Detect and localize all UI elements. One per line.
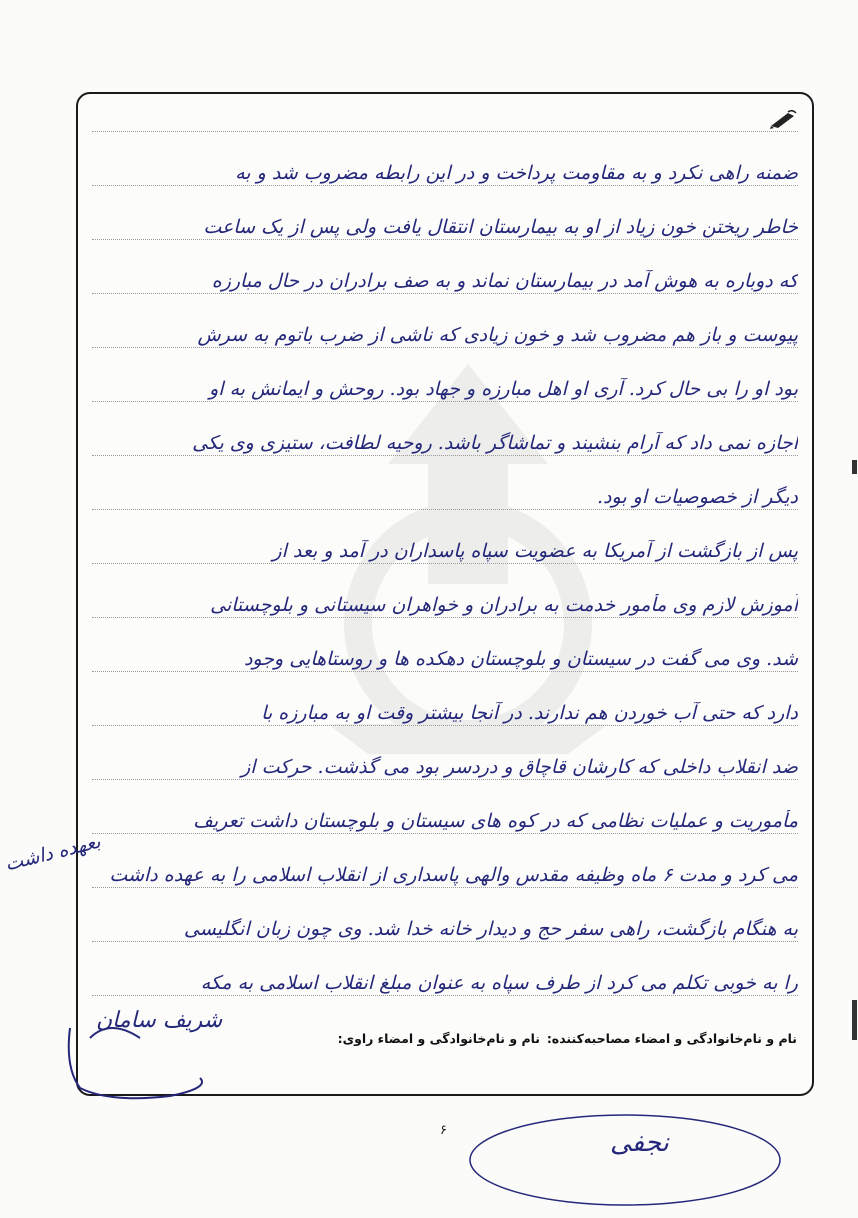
ruled-line	[92, 455, 798, 456]
interviewer-signature-text: نجفی	[610, 1128, 669, 1158]
handwritten-line: دیگر از خصوصیات او بود.	[597, 486, 798, 508]
handwritten-line: ضد انقلاب داخلی که کارشان قاچاق و دردسر بود می گذشت. حرکت از	[241, 756, 798, 778]
handwritten-line: به هنگام بازگشت، راهی سفر حج و دیدار خانه خدا شد. وی چون زبان انگلیسی	[183, 918, 798, 940]
ruled-line	[92, 239, 798, 240]
ruled-line	[92, 347, 798, 348]
edge-mark	[852, 460, 857, 474]
ruled-line	[92, 617, 798, 618]
handwritten-line: پیوست و باز هم مضروب شد و خون زیادی که ناشی از ضرب باتوم به سرش	[197, 324, 798, 346]
ruled-line	[92, 995, 798, 996]
margin-note: بعهده داشت	[2, 830, 103, 876]
handwritten-line: بود او را بی حال کرد. آری او اهل مبارزه و جهاد بود. روحش و ایمانش به او	[209, 378, 798, 400]
handwritten-line: مأموریت و عملیات نظامی که در کوه های سیستان و بلوچستان داشت تعریف	[193, 810, 798, 832]
handwritten-line: می کرد و مدت ۶ ماه وظیفه مقدس والهی پاسداری از انقلاب اسلامی را به عهده داشت	[109, 864, 798, 886]
pen-icon	[768, 108, 798, 130]
handwritten-line: ضمنه راهی نکرد و به مقاومت پرداخت و در این رابطه مضروب شد و به	[235, 162, 798, 184]
handwritten-line: پس از بازگشت از آمریکا به عضویت سپاه پاسداران در آمد و بعد از	[272, 540, 798, 562]
handwritten-line: شد. وی می گفت در سیستان و بلوچستان دهکده ها و روستاهایی وجود	[243, 648, 798, 670]
handwritten-line: دارد که حتی آب خوردن هم ندارند. در آنجا بیشتر وقت او به مبارزه با	[261, 702, 798, 724]
interviewer-label: نام و نام‌خانوادگی و امضاء مصاحبه‌کننده:	[546, 1031, 797, 1046]
ruled-line	[92, 887, 798, 888]
ruled-line	[92, 293, 798, 294]
page-number: ۶	[440, 1123, 447, 1138]
handwritten-line: آموزش لازم وی مأمور خدمت به برادران و خواهران سیستانی و بلوچستانی	[210, 594, 798, 616]
page-frame	[76, 92, 814, 1096]
ruled-line	[92, 779, 798, 780]
handwritten-line: اجازه نمی داد که آرام بنشیند و تماشاگر باشد. روحیه لطافت، ستیزی وی یکی	[192, 432, 798, 454]
handwritten-line: خاطر ریختن خون زیاد از او به بیمارستان انتقال یافت ولی پس از یک ساعت	[203, 216, 798, 238]
ruled-line	[92, 131, 798, 132]
ruled-line	[92, 185, 798, 186]
ruled-line	[92, 833, 798, 834]
ruled-line	[92, 401, 798, 402]
narrator-label: نام و نام‌خانوادگی و امضاء راوی:	[337, 1031, 540, 1046]
ruled-line	[92, 509, 798, 510]
handwritten-line: که دوباره به هوش آمد در بیمارستان نماند و به صف برادران در حال مبارزه	[211, 270, 798, 292]
edge-mark	[852, 1000, 857, 1040]
ruled-line	[92, 671, 798, 672]
handwritten-line: را به خوبی تکلم می کرد از طرف سپاه به عنوان مبلغ انقلاب اسلامی به مکه	[200, 972, 798, 994]
ruled-line	[92, 563, 798, 564]
ruled-line	[92, 725, 798, 726]
narrator-signature-text: شریف سامان	[96, 1008, 223, 1033]
ruled-line	[92, 941, 798, 942]
